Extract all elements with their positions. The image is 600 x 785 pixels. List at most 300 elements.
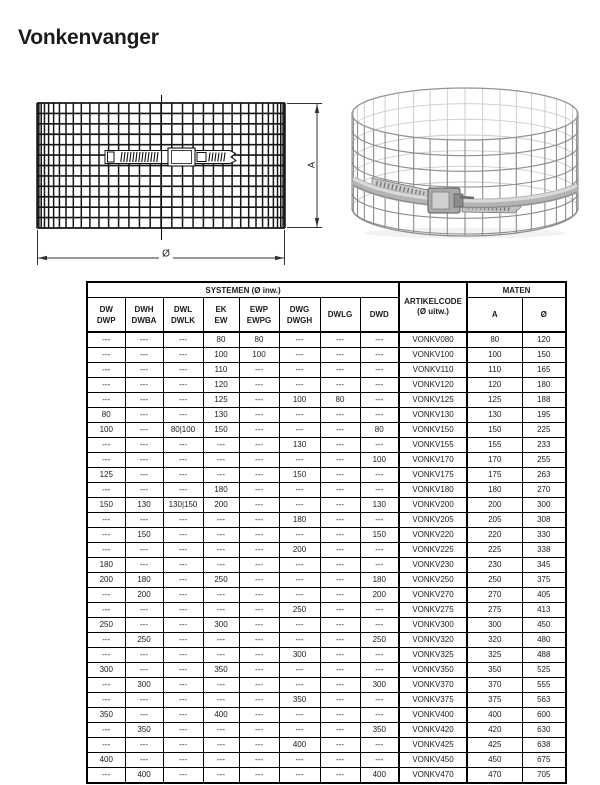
table-row [87,393,566,408]
system-cell: --- [279,528,320,543]
system-cell: --- [203,648,239,663]
artikelcode-cell: VONKV110 [399,363,467,378]
maten-a-cell: 250 [467,573,522,588]
artikelcode-cell: VONKV155 [399,438,467,453]
system-cell: 180 [279,513,320,528]
maten-a-cell: 450 [467,753,522,768]
maten-a-cell: 100 [467,348,522,363]
specification-table [86,281,567,784]
system-cell: --- [163,453,203,468]
system-cell: --- [279,753,320,768]
maten-diameter-cell: 263 [522,468,566,483]
system-cell: --- [320,363,360,378]
system-cell: --- [279,498,320,513]
system-cell: --- [320,693,360,708]
system-cell: --- [279,633,320,648]
system-cell: --- [163,332,203,348]
maten-diameter-cell: 195 [522,408,566,423]
system-cell: 250 [125,633,163,648]
maten-diameter-cell: 525 [522,663,566,678]
system-cell: --- [203,768,239,784]
maten-diameter-cell: 120 [522,332,566,348]
system-cell: --- [239,468,279,483]
table-row [87,543,566,558]
system-cell: --- [87,453,125,468]
system-cell: --- [360,753,399,768]
artikelcode-cell: VONKV130 [399,408,467,423]
maten-diameter-cell: 375 [522,573,566,588]
system-cell: 100 [203,348,239,363]
system-cell: --- [125,648,163,663]
table-row [87,423,566,438]
system-cell: 400 [203,708,239,723]
table-row [87,332,566,348]
system-cell: --- [203,753,239,768]
table-row [87,708,566,723]
system-cell: --- [163,618,203,633]
system-cell: --- [320,663,360,678]
system-cell: --- [360,708,399,723]
system-cell: 80 [360,423,399,438]
system-cell: --- [87,648,125,663]
maten-diameter-cell: 150 [522,348,566,363]
system-cell: --- [163,738,203,753]
system-cell: 200 [125,588,163,603]
system-cell: --- [279,348,320,363]
artikelcode-cell: VONKV300 [399,618,467,633]
system-cell: --- [320,768,360,784]
system-cell: --- [87,738,125,753]
system-cell: 180 [203,483,239,498]
col-header-dwh: DWH DWBA [125,298,163,333]
system-cell: --- [239,483,279,498]
page-title: Vonkenvanger [18,26,159,49]
col-header-ek: EK EW [203,298,239,333]
artikelcode-cell: VONKV420 [399,723,467,738]
maten-diameter-cell: 330 [522,528,566,543]
side-view-drawing [25,88,330,279]
system-cell: --- [360,738,399,753]
table-row [87,573,566,588]
system-cell: --- [163,663,203,678]
system-cell: --- [163,468,203,483]
system-cell: --- [360,663,399,678]
system-cell: --- [163,588,203,603]
col-header-a: A [467,298,522,333]
maten-a-cell: 200 [467,498,522,513]
system-cell: --- [125,348,163,363]
system-cell: --- [163,513,203,528]
system-cell: 350 [87,708,125,723]
system-cell: --- [125,393,163,408]
diameter-label: Ø [162,248,170,260]
maten-diameter-cell: 165 [522,363,566,378]
maten-diameter-cell: 450 [522,618,566,633]
artikelcode-cell: VONKV100 [399,348,467,363]
system-cell: --- [320,648,360,663]
maten-diameter-cell: 233 [522,438,566,453]
system-cell: 100 [239,348,279,363]
maten-a-cell: 225 [467,543,522,558]
system-cell: --- [87,438,125,453]
system-cell: --- [125,378,163,393]
table-row [87,648,566,663]
col-header-dwlg: DWLG [320,298,360,333]
system-cell: --- [163,633,203,648]
system-cell: 250 [87,618,125,633]
artikelcode-cell: VONKV250 [399,573,467,588]
system-cell: --- [87,348,125,363]
system-cell: --- [279,573,320,588]
system-cell: --- [87,633,125,648]
artikelcode-cell: VONKV230 [399,558,467,573]
table-row [87,348,566,363]
system-cell: --- [279,723,320,738]
system-cell: --- [125,483,163,498]
system-cell: --- [320,408,360,423]
artikelcode-cell: VONKV470 [399,768,467,784]
system-cell: --- [360,543,399,558]
system-cell: --- [203,438,239,453]
system-cell: --- [360,378,399,393]
system-cell: --- [320,543,360,558]
maten-diameter-cell: 488 [522,648,566,663]
maten-a-cell: 420 [467,723,522,738]
system-cell: --- [125,708,163,723]
system-cell: 300 [279,648,320,663]
system-cell: --- [320,483,360,498]
system-cell: --- [125,453,163,468]
system-cell: --- [320,678,360,693]
system-cell: --- [163,378,203,393]
artikelcode-cell: VONKV375 [399,693,467,708]
table-row [87,603,566,618]
system-cell: --- [163,438,203,453]
system-cell: --- [279,378,320,393]
system-cell: --- [239,393,279,408]
system-cell: 130 [125,498,163,513]
system-cell: 80 [239,332,279,348]
maten-diameter-cell: 675 [522,753,566,768]
maten-a-cell: 370 [467,678,522,693]
artikelcode-cell: VONKV400 [399,708,467,723]
artikelcode-cell: VONKV150 [399,423,467,438]
system-cell: --- [360,438,399,453]
system-cell: --- [163,393,203,408]
system-cell: --- [203,678,239,693]
system-cell: 80 [203,332,239,348]
system-cell: --- [163,558,203,573]
system-cell: --- [320,378,360,393]
system-cell: --- [320,453,360,468]
maten-diameter-cell: 405 [522,588,566,603]
system-cell: --- [163,573,203,588]
system-cell: --- [163,708,203,723]
system-cell: 180 [87,558,125,573]
system-cell: --- [239,543,279,558]
system-cell: --- [163,723,203,738]
artikelcode-cell: VONKV275 [399,603,467,618]
system-cell: --- [239,603,279,618]
system-cell: 180 [360,573,399,588]
system-cell: --- [239,678,279,693]
system-cell: --- [87,363,125,378]
system-cell: --- [360,348,399,363]
system-cell: --- [125,363,163,378]
maten-diameter-cell: 338 [522,543,566,558]
system-cell: --- [203,603,239,618]
system-cell: 200 [360,588,399,603]
system-cell: 350 [360,723,399,738]
artikelcode-cell: VONKV175 [399,468,467,483]
maten-diameter-cell: 180 [522,378,566,393]
system-cell: --- [239,528,279,543]
table-row [87,558,566,573]
system-cell: --- [125,438,163,453]
system-cell: --- [279,483,320,498]
maten-a-cell: 375 [467,693,522,708]
maten-a-cell: 350 [467,663,522,678]
system-cell: 120 [203,378,239,393]
system-cell: --- [163,693,203,708]
system-cell: --- [125,468,163,483]
system-cell: --- [125,543,163,558]
table-row [87,483,566,498]
system-cell: --- [239,408,279,423]
system-cell: --- [320,558,360,573]
system-cell: 130 [203,408,239,423]
system-cell: --- [163,363,203,378]
system-cell: --- [163,603,203,618]
system-cell: --- [320,573,360,588]
maten-a-cell: 80 [467,332,522,348]
maten-diameter-cell: 270 [522,483,566,498]
systemen-group-header: SYSTEMEN (Ø inw.) [87,282,399,298]
maten-diameter-cell: 630 [522,723,566,738]
table-row [87,618,566,633]
system-cell: 80|100 [163,423,203,438]
system-cell: 180 [125,573,163,588]
system-cell: --- [279,708,320,723]
maten-a-cell: 170 [467,453,522,468]
system-cell: --- [320,438,360,453]
system-cell: --- [87,483,125,498]
table-subheader-row [87,298,566,333]
system-cell: --- [320,348,360,363]
system-cell: --- [320,708,360,723]
system-cell: 130|150 [163,498,203,513]
system-cell: --- [360,408,399,423]
system-cell: --- [239,558,279,573]
table-row [87,693,566,708]
artikelcode-cell: VONKV220 [399,528,467,543]
maten-diameter-cell: 638 [522,738,566,753]
system-cell: --- [279,678,320,693]
maten-a-cell: 205 [467,513,522,528]
system-cell: --- [203,588,239,603]
system-cell: --- [279,663,320,678]
system-cell: 250 [203,573,239,588]
maten-diameter-cell: 705 [522,768,566,784]
system-cell: 350 [125,723,163,738]
system-cell: 100 [87,423,125,438]
table-row [87,633,566,648]
system-cell: --- [203,693,239,708]
system-cell: --- [87,588,125,603]
artikelcode-cell: VONKV270 [399,588,467,603]
dimension-a-label: A [306,161,318,169]
artikelcode-cell: VONKV225 [399,543,467,558]
table-row [87,768,566,784]
system-cell: 200 [279,543,320,558]
system-cell: --- [163,408,203,423]
product-photo [342,84,588,247]
col-header-ewp: EWP EWPG [239,298,279,333]
system-cell: --- [125,693,163,708]
system-cell: --- [360,648,399,663]
system-cell: --- [360,693,399,708]
system-cell: --- [125,558,163,573]
system-cell: --- [203,633,239,648]
system-cell: --- [87,768,125,784]
system-cell: --- [239,693,279,708]
system-cell: --- [320,528,360,543]
system-cell: 150 [279,468,320,483]
system-cell: --- [239,753,279,768]
artikelcode-header: ARTIKELCODE (Ø uitw.) [399,282,467,332]
system-cell: --- [125,513,163,528]
system-cell: --- [163,768,203,784]
maten-a-cell: 300 [467,618,522,633]
system-cell: --- [239,573,279,588]
system-cell: 350 [203,663,239,678]
artikelcode-cell: VONKV325 [399,648,467,663]
system-cell: --- [87,332,125,348]
col-header-dw: DW DWP [87,298,125,333]
artikelcode-cell: VONKV425 [399,738,467,753]
maten-diameter-cell: 600 [522,708,566,723]
maten-a-cell: 275 [467,603,522,618]
system-cell: --- [203,543,239,558]
system-cell: --- [360,332,399,348]
table-row [87,753,566,768]
table-row [87,438,566,453]
system-cell: 200 [87,573,125,588]
system-cell: 100 [360,453,399,468]
system-cell: --- [279,558,320,573]
maten-a-cell: 125 [467,393,522,408]
system-cell: --- [239,708,279,723]
system-cell: --- [163,483,203,498]
system-cell: 300 [125,678,163,693]
cage-3d-svg [342,84,588,242]
system-cell: 150 [203,423,239,438]
maten-a-cell: 220 [467,528,522,543]
system-cell: 80 [320,393,360,408]
system-cell: --- [87,723,125,738]
table-row [87,678,566,693]
table-row [87,738,566,753]
system-cell: --- [203,453,239,468]
table-row [87,588,566,603]
system-cell: --- [360,618,399,633]
maten-diameter-cell: 563 [522,693,566,708]
system-cell: --- [203,738,239,753]
system-cell: 400 [125,768,163,784]
system-cell: --- [163,348,203,363]
table-row [87,513,566,528]
system-cell: 130 [279,438,320,453]
col-header-diameter: Ø [522,298,566,333]
maten-diameter-cell: 480 [522,633,566,648]
system-cell: --- [239,618,279,633]
system-cell: --- [125,618,163,633]
system-cell: --- [320,498,360,513]
system-cell: --- [203,468,239,483]
system-cell: --- [163,678,203,693]
system-cell: --- [279,618,320,633]
system-cell: 125 [203,393,239,408]
system-cell: 110 [203,363,239,378]
system-cell: --- [360,558,399,573]
maten-a-cell: 270 [467,588,522,603]
system-cell: --- [87,378,125,393]
system-cell: --- [320,332,360,348]
system-cell: 125 [87,468,125,483]
system-cell: --- [163,753,203,768]
system-cell: --- [279,768,320,784]
system-cell: --- [279,588,320,603]
maten-diameter-cell: 255 [522,453,566,468]
system-cell: --- [239,513,279,528]
system-cell: --- [87,393,125,408]
system-cell: --- [163,528,203,543]
system-cell: --- [320,753,360,768]
system-cell: --- [125,663,163,678]
system-cell: --- [360,393,399,408]
maten-a-cell: 130 [467,408,522,423]
col-header-dwg: DWG DWGH [279,298,320,333]
system-cell: --- [239,438,279,453]
maten-group-header: MATEN [467,282,566,298]
table-group-header-row [87,282,566,298]
system-cell: --- [320,603,360,618]
artikelcode-cell: VONKV170 [399,453,467,468]
system-cell: --- [203,723,239,738]
artikelcode-cell: VONKV180 [399,483,467,498]
system-cell: 150 [360,528,399,543]
maten-a-cell: 175 [467,468,522,483]
system-cell: 400 [87,753,125,768]
system-cell: --- [320,738,360,753]
system-cell: --- [279,363,320,378]
table-row [87,528,566,543]
table-row [87,378,566,393]
system-cell: 300 [203,618,239,633]
system-cell: 300 [87,663,125,678]
maten-a-cell: 325 [467,648,522,663]
maten-diameter-cell: 345 [522,558,566,573]
cage-mesh [352,88,578,236]
system-cell: --- [239,423,279,438]
maten-diameter-cell: 225 [522,423,566,438]
maten-diameter-cell: 300 [522,498,566,513]
artikelcode-cell: VONKV350 [399,663,467,678]
system-cell: --- [125,603,163,618]
system-cell: --- [239,648,279,663]
system-cell: --- [239,498,279,513]
system-cell: --- [360,603,399,618]
